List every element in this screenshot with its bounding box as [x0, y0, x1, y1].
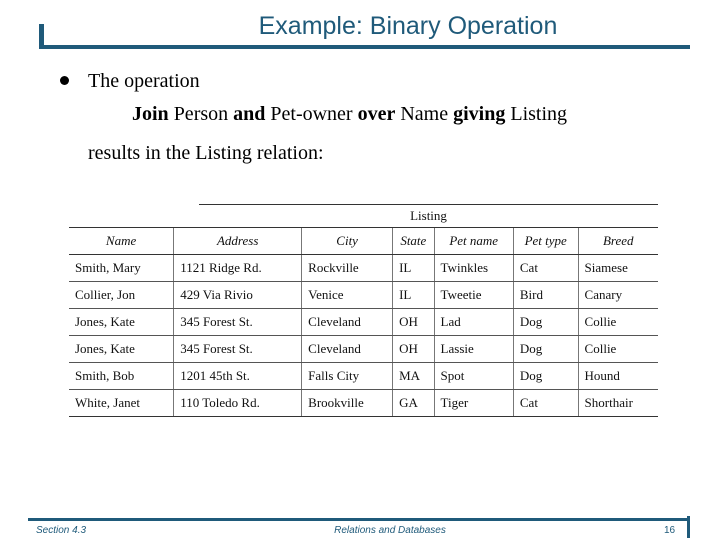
table-cell: Cleveland [302, 309, 393, 336]
table-cell: IL [393, 255, 434, 282]
column-header: State [393, 228, 434, 255]
result-text: results in the Listing relation: [88, 142, 324, 164]
table-cell: White, Janet [69, 390, 174, 417]
footer-rule [28, 518, 690, 521]
table-cell: Shorthair [578, 390, 658, 417]
footer-section: Section 4.3 [36, 525, 87, 536]
table-cell: Jones, Kate [69, 336, 174, 363]
table-body [69, 255, 658, 417]
title-rule [40, 45, 690, 49]
table-cell: Canary [578, 282, 658, 309]
table-cell: OH [393, 309, 434, 336]
page-number: 16 [664, 525, 676, 536]
result-relation: Listing [510, 103, 568, 125]
column-header: City [302, 228, 393, 255]
table-row [69, 255, 658, 282]
column-header: Address [174, 228, 302, 255]
table-cell: OH [393, 336, 434, 363]
keyword-join: Join [132, 103, 169, 125]
column-header: Breed [578, 228, 658, 255]
table-cell: Collie [578, 309, 658, 336]
table-cell: Hound [578, 363, 658, 390]
bullet-text: The operation [88, 70, 200, 92]
table-cell: Lassie [434, 336, 513, 363]
table-cell: Tweetie [434, 282, 513, 309]
table-row [69, 336, 658, 363]
table-cell: Bird [513, 282, 578, 309]
table-cell: Smith, Mary [69, 255, 174, 282]
keyword-giving: giving [453, 103, 506, 125]
table-cell: GA [393, 390, 434, 417]
table-cell: Falls City [302, 363, 393, 390]
table-cell: Tiger [434, 390, 513, 417]
table-cell: Jones, Kate [69, 309, 174, 336]
table-cell: 345 Forest St. [174, 309, 302, 336]
table-cell: 429 Via Rivio [174, 282, 302, 309]
table-cell: Collier, Jon [69, 282, 174, 309]
table-row [69, 390, 658, 417]
table-cell: Spot [434, 363, 513, 390]
table-cell: Dog [513, 363, 578, 390]
table-cell: Cat [513, 390, 578, 417]
table-cell: Lad [434, 309, 513, 336]
table-cell: MA [393, 363, 434, 390]
column-header: Name [69, 228, 174, 255]
table-row [69, 363, 658, 390]
table-cell: Cat [513, 255, 578, 282]
table-cell: 1121 Ridge Rd. [174, 255, 302, 282]
table-cell: 110 Toledo Rd. [174, 390, 302, 417]
bullet-icon [60, 76, 69, 85]
slide-title: Example: Binary Operation [258, 12, 558, 40]
footer-topic: Relations and Databases [334, 525, 446, 536]
keyword-and: and [233, 103, 266, 125]
footer-rule-tick [687, 516, 690, 538]
join-attribute: Name [400, 103, 449, 125]
table-cell: Siamese [578, 255, 658, 282]
keyword-over: over [357, 103, 396, 125]
table-row [69, 282, 658, 309]
table-cell: Smith, Bob [69, 363, 174, 390]
relation-person: Person [173, 103, 229, 125]
table-cell: Dog [513, 336, 578, 363]
relation-pet-owner: Pet-owner [270, 103, 353, 125]
table-cell: IL [393, 282, 434, 309]
table-caption: Listing [199, 204, 658, 227]
table-cell: Rockville [302, 255, 393, 282]
operation-expression [132, 103, 567, 126]
listing-table [69, 204, 658, 417]
column-header: Pet type [513, 228, 578, 255]
table-cell: Venice [302, 282, 393, 309]
table-cell: Brookville [302, 390, 393, 417]
table-cell: 1201 45th St. [174, 363, 302, 390]
table-header-row [69, 228, 658, 255]
table-cell: Dog [513, 309, 578, 336]
table-cell: Collie [578, 336, 658, 363]
table-cell: 345 Forest St. [174, 336, 302, 363]
table-row [69, 309, 658, 336]
table-cell: Cleveland [302, 336, 393, 363]
column-header: Pet name [434, 228, 513, 255]
table-cell: Twinkles [434, 255, 513, 282]
